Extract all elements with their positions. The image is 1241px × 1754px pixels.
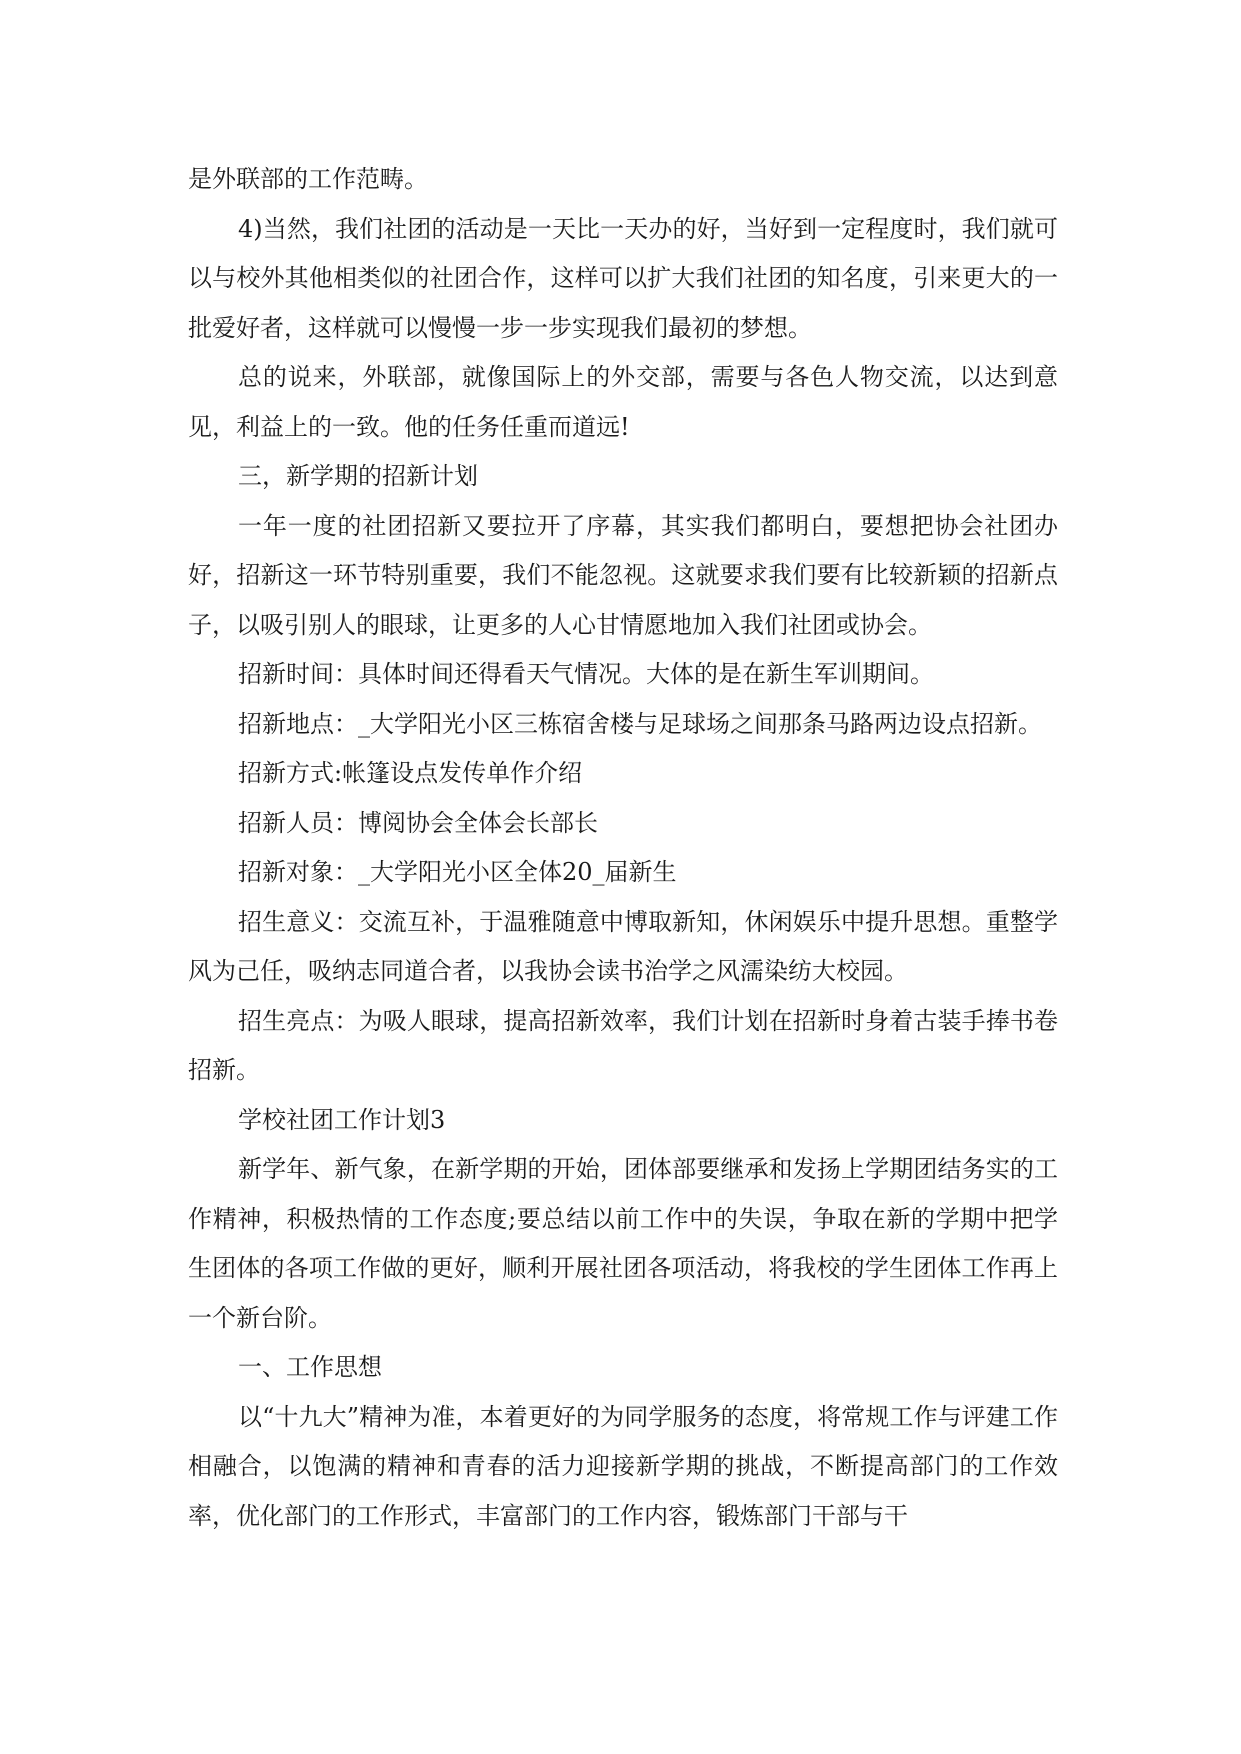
recruit-significance: 招生意义：交流互补，于温雅随意中博取新知，休闲娱乐中提升思想。重整学风为己任，吸纳志同道合者，以我协会读书治学之风濡染纺大校园。 [188, 907, 1058, 985]
section-heading: 一、工作思想 [238, 1353, 382, 1381]
recruit-location: 招新地点：_大学阳光小区三栋宿舍楼与足球场之间那条马路两边设点招新。 [238, 709, 1042, 738]
recruit-highlight: 招生亮点：为吸人眼球，提高招新效率，我们计划在招新时身着古装手捧书卷招新。 [188, 1006, 1058, 1084]
section-heading: 三，新学期的招新计划 [238, 462, 478, 490]
paragraph: 以“十九大”精神为准，本着更好的为同学服务的态度，将常规工作与评建工作相融合，以饱满的精神和青春的活力迎接新学期的挑战，不断提高部门的工作效率，优化部门的工作形式，丰富部门的工作内容，锻炼部门干部与干 [188, 1402, 1058, 1530]
recruit-target: 招新对象：_大学阳光小区全体20_届新生 [238, 858, 677, 886]
recruit-time: 招新时间：具体时间还得看天气情况。大体的是在新生军训期间。 [238, 660, 934, 688]
paragraph: 总的说来，外联部，就像国际上的外交部，需要与各色人物交流，以达到意见，利益上的一致。他的任务任重而道远! [188, 363, 1058, 441]
recruit-staff: 招新人员：博阅协会全体会长部长 [238, 808, 598, 837]
recruit-method: 招新方式:帐篷设点发传单作介绍 [238, 759, 583, 787]
document-body [188, 155, 1058, 1541]
section-title: 学校社团工作计划3 [238, 1105, 446, 1134]
paragraph: 新学年、新气象，在新学期的开始，团体部要继承和发扬上学期团结务实的工作精神，积极热情的工作态度;要总结以前工作中的失误，争取在新的学期中把学生团体的各项工作做的更好，顺利开展社团各项活动，将我校的学生团体工作再上一个新台阶。 [188, 1155, 1058, 1332]
paragraph: 一年一度的社团招新又要拉开了序幕，其实我们都明白，要想把协会社团办好，招新这一环节特别重要，我们不能忽视。这就要求我们要有比较新颖的招新点子，以吸引别人的眼球，让更多的人心甘情愿地加入我们社团或协会。 [188, 511, 1058, 639]
paragraph: 4)当然，我们社团的活动是一天比一天办的好，当好到一定程度时，我们就可以与校外其他相类似的社团合作，这样可以扩大我们社团的知名度，引来更大的一批爱好者，这样就可以慢慢一步一步实现我们最初的梦想。 [188, 214, 1058, 342]
paragraph: 是外联部的工作范畴。 [188, 165, 428, 193]
